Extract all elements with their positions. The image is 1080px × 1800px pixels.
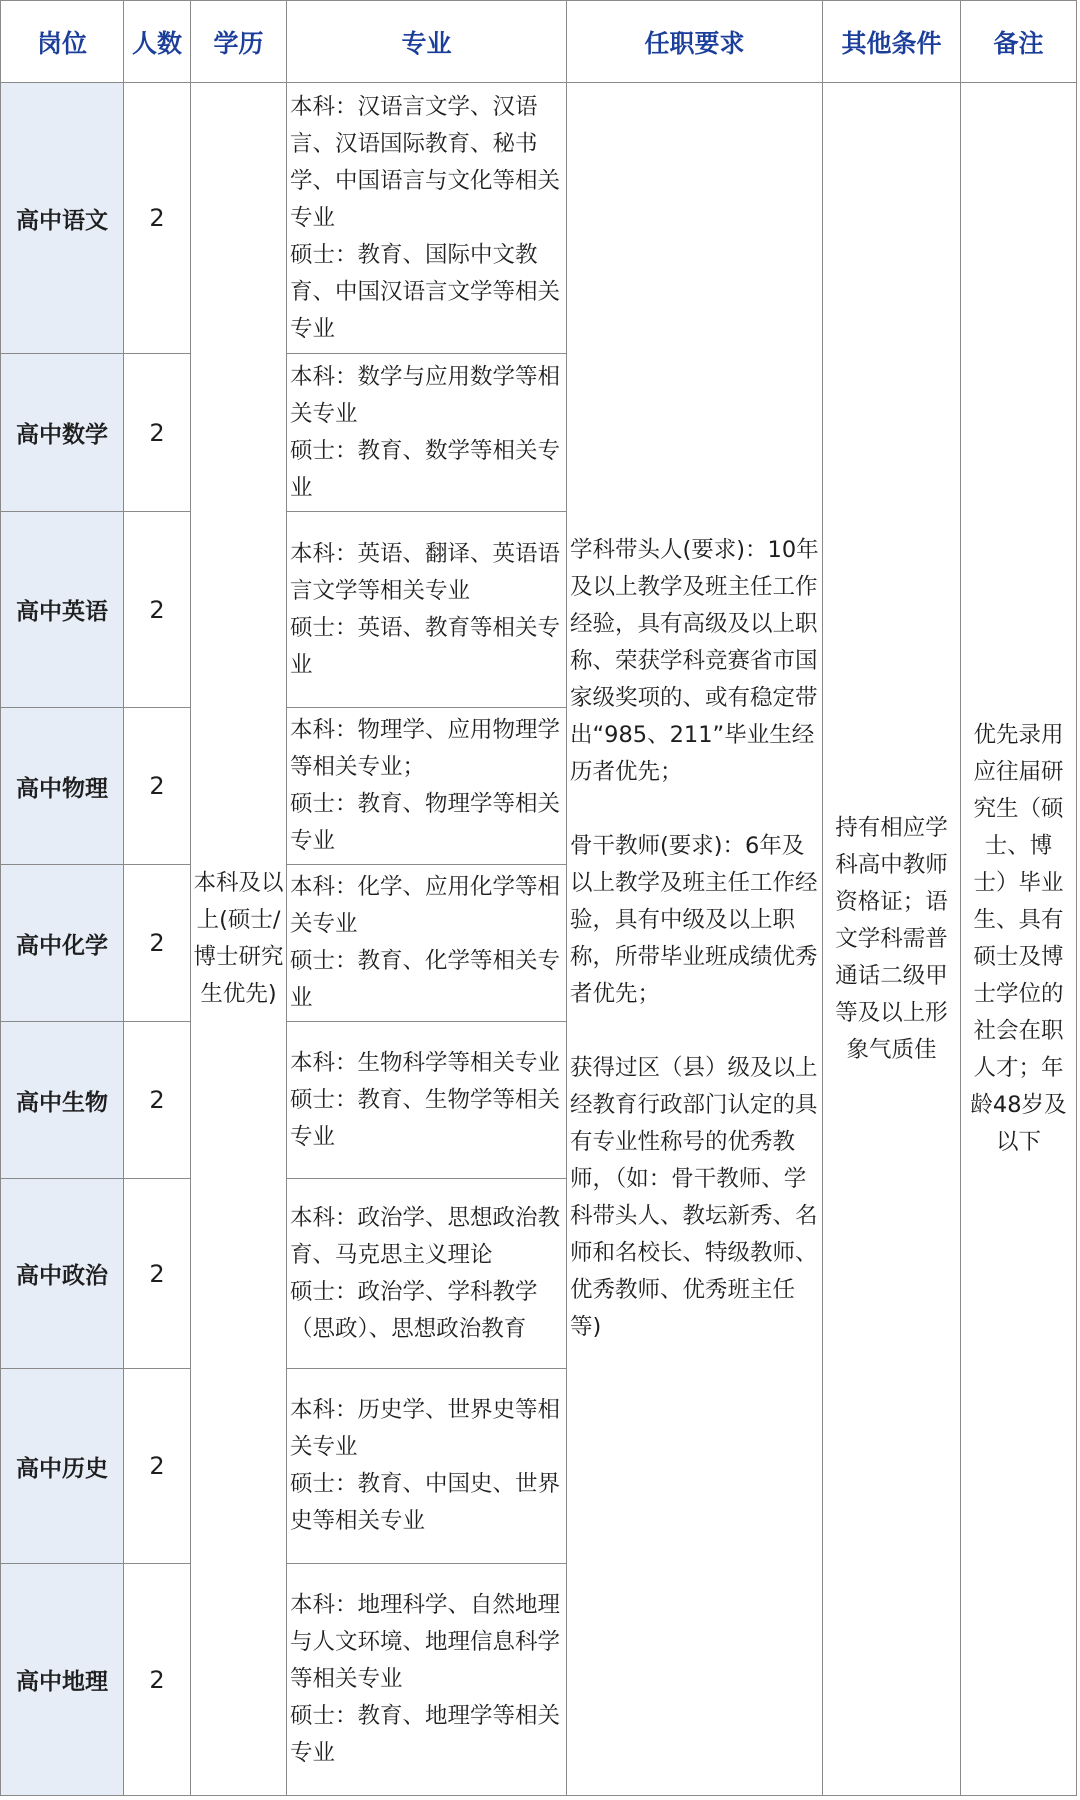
major-master: 硕士：英语、教育等相关专业 [290, 614, 561, 678]
count-cell: 2 [124, 512, 191, 708]
count-cell: 2 [124, 1564, 191, 1796]
requirement-key-teacher: 骨干教师(要求)：6年及以上教学及班主任工作经验，具有中级及以上职称，所带毕业班成绩优秀者优先； [570, 833, 818, 1007]
header-row [1, 1, 1077, 83]
major-cell [287, 1564, 567, 1796]
requirement-honor-title: 获得过区（县）级及以上经教育行政部门认定的具有专业性称号的优秀教师，（如：骨干教师、学科带头人、教坛新秀、名师和名校长、特级教师、优秀教师、优秀班主任等) [570, 1055, 818, 1340]
major-cell [287, 354, 567, 512]
post-cell: 高中语文 [1, 83, 124, 354]
count-cell: 2 [124, 354, 191, 512]
remarks-cell: 优先录用应往届研究生（硕士、博士）毕业生、具有硕士及博士学位的社会在职人才；年龄48岁及以下 [961, 83, 1077, 1796]
other-conditions-cell: 持有相应学科高中教师资格证；语文学科需普通话二级甲等及以上形象气质佳 [823, 83, 961, 1796]
major-master: 硕士：教育、中国史、世界史等相关专业 [290, 1471, 561, 1534]
header-remarks: 备注 [961, 1, 1077, 83]
major-bachelor: 本科：英语、翻译、英语语言文学等相关专业 [290, 540, 561, 604]
major-cell [287, 512, 567, 708]
requirement-discipline-leader: 学科带头人(要求)：10年及以上教学及班主任工作经验，具有高级及以上职称、荣获学科竞赛省市国家级奖项的、或有稳定带出“985、211”毕业生经历者优先； [570, 537, 819, 785]
post-cell: 高中数学 [1, 354, 124, 512]
major-master: 硕士：政治学、学科教学（思政）、思想政治教育 [290, 1278, 538, 1342]
post-cell: 高中历史 [1, 1369, 124, 1564]
table-row [1, 83, 1077, 354]
post-cell: 高中化学 [1, 865, 124, 1022]
major-cell [287, 1022, 567, 1179]
major-master: 硕士：教育、地理学等相关专业 [290, 1703, 561, 1766]
major-bachelor: 本科：物理学、应用物理学等相关专业； [290, 717, 561, 780]
header-other-conditions: 其他条件 [823, 1, 961, 83]
major-cell [287, 865, 567, 1022]
major-bachelor: 本科：数学与应用数学等相关专业 [290, 363, 561, 427]
major-bachelor: 本科：政治学、思想政治教育、马克思主义理论 [290, 1204, 561, 1268]
major-master: 硕士：教育、化学等相关专业 [290, 948, 561, 1011]
post-cell: 高中生物 [1, 1022, 124, 1179]
post-cell: 高中政治 [1, 1179, 124, 1369]
education-cell: 本科及以上(硕士/博士研究生优先) [191, 83, 287, 1796]
major-bachelor: 本科：历史学、世界史等相关专业 [290, 1397, 561, 1460]
count-cell: 2 [124, 83, 191, 354]
count-cell: 2 [124, 1179, 191, 1369]
header-count: 人数 [124, 1, 191, 83]
header-post: 岗位 [1, 1, 124, 83]
major-cell [287, 708, 567, 865]
count-cell: 2 [124, 1022, 191, 1179]
major-master: 硕士：教育、国际中文教育、中国汉语言文学等相关专业 [290, 241, 561, 342]
count-cell: 2 [124, 708, 191, 865]
header-major: 专业 [287, 1, 567, 83]
header-requirements: 任职要求 [567, 1, 823, 83]
header-education: 学历 [191, 1, 287, 83]
post-cell: 高中英语 [1, 512, 124, 708]
major-master: 硕士：教育、生物学等相关专业 [290, 1086, 561, 1150]
major-cell [287, 1369, 567, 1564]
count-cell: 2 [124, 865, 191, 1022]
major-master: 硕士：教育、数学等相关专业 [290, 437, 561, 501]
major-cell [287, 1179, 567, 1369]
major-bachelor: 本科：汉语言文学、汉语言、汉语国际教育、秘书学、中国语言与文化等相关专业 [290, 93, 561, 231]
major-bachelor: 本科：地理科学、自然地理与人文环境、地理信息科学等相关专业 [290, 1592, 561, 1692]
major-cell [287, 83, 567, 354]
major-bachelor: 本科：化学、应用化学等相关专业 [290, 874, 561, 937]
major-master: 硕士：教育、物理学等相关专业 [290, 791, 561, 854]
count-cell: 2 [124, 1369, 191, 1564]
post-cell: 高中地理 [1, 1564, 124, 1796]
requirements-cell [567, 83, 823, 1796]
post-cell: 高中物理 [1, 708, 124, 865]
major-bachelor: 本科：生物科学等相关专业 [290, 1049, 561, 1076]
